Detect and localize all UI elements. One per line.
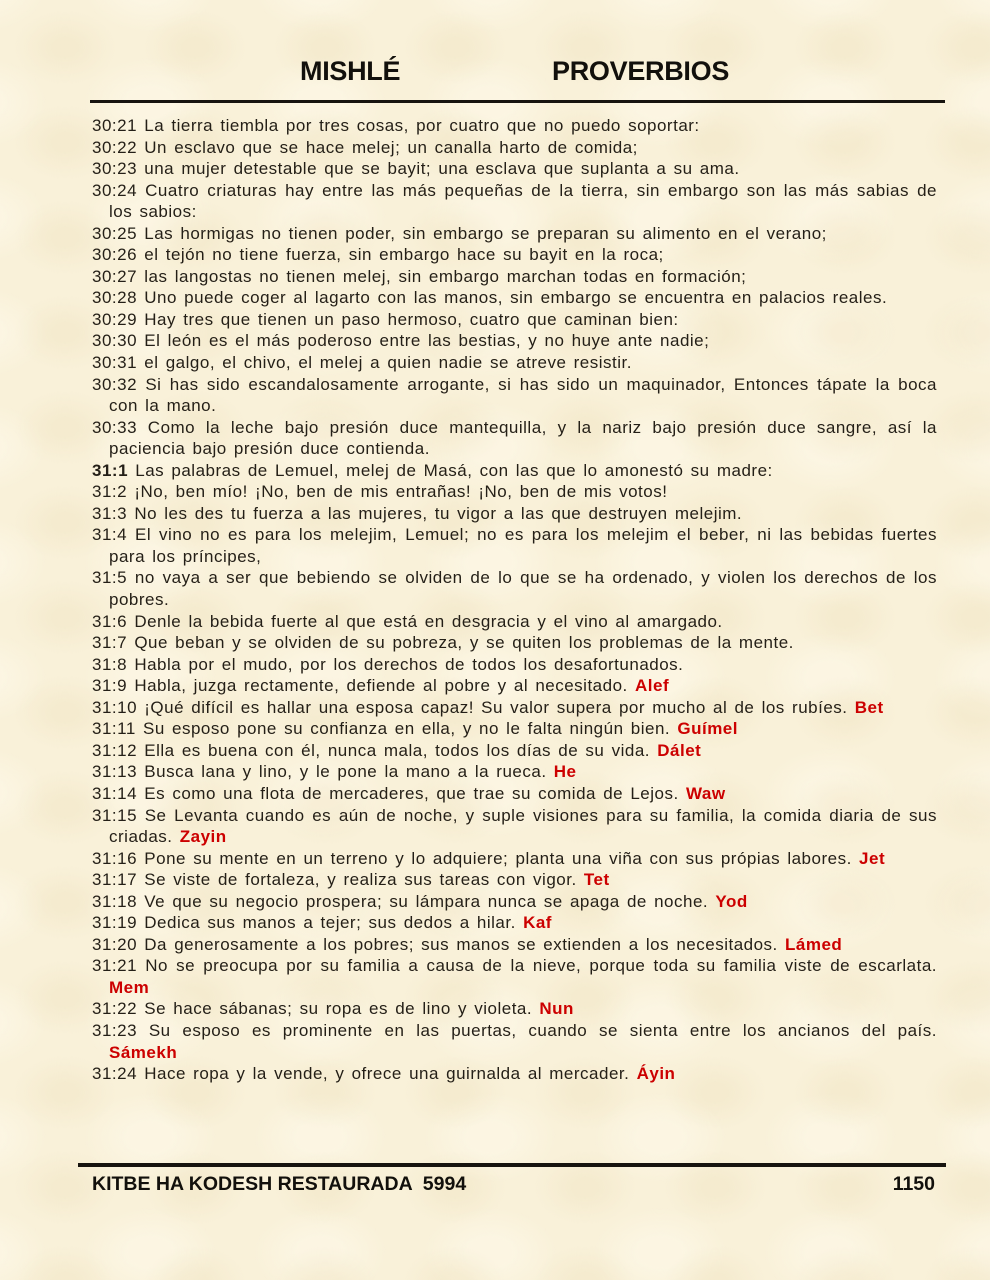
verse: 30:33 Como la leche bajo presión duce mantequilla, y la nariz bajo presión duce sangre, así la paciencia bajo presión duce contienda. — [92, 417, 937, 459]
verse-ref: 31:16 — [92, 848, 138, 868]
verse-ref: 31:8 — [92, 654, 128, 674]
verse: 31:18 Ve que su negocio prospera; su lámpara nunca se apaga de noche. Yod — [92, 891, 748, 911]
hebrew-letter-label: Áyin — [636, 1064, 676, 1084]
verse-ref: 31:22 — [92, 999, 138, 1019]
verse-ref: 30:32 — [92, 374, 138, 394]
verse: 30:30 El león es el más poderoso entre las bestias, y no huye ante nadie; — [92, 331, 710, 351]
hebrew-letter-label: Yod — [715, 891, 748, 911]
verse-ref: 31:23 — [92, 1020, 138, 1040]
hebrew-letter-label: Tet — [583, 870, 610, 890]
verse: 30:27 las langostas no tienen melej, sin embargo marchan todas en formación; — [92, 266, 747, 286]
verse: 31:23 Su esposo es prominente en las puertas, cuando se sienta entre los ancianos del país. Sámekh — [92, 1020, 937, 1062]
verse-ref: 31:20 — [92, 934, 138, 954]
verse-ref: 31:12 — [92, 740, 138, 760]
hebrew-letter-label: Alef — [635, 676, 670, 696]
verse: 31:17 Se viste de fortaleza, y realiza sus tareas con vigor. Tet — [92, 870, 610, 890]
hebrew-letter-label: Jet — [859, 848, 886, 868]
verse-ref: 31:19 — [92, 913, 138, 933]
verse-ref: 31:13 — [92, 762, 138, 782]
verse-ref: 30:33 — [92, 417, 138, 437]
verse-ref: 31:7 — [92, 633, 128, 653]
verse-ref: 31:15 — [92, 805, 138, 825]
verse: 30:24 Cuatro criaturas hay entre las más pequeñas de la tierra, sin embargo son las más sabias de los sabios: — [92, 180, 937, 222]
verse: 31:22 Se hace sábanas; su ropa es de lino y violeta. Nun — [92, 999, 574, 1019]
verse: 31:3 No les des tu fuerza a las mujeres, tu vigor a las que destruyen melejim. — [92, 503, 743, 523]
verse-ref: 31:5 — [92, 568, 128, 588]
verse: 31:12 Ella es buena con él, nunca mala, todos los días de su vida. Dálet — [92, 740, 702, 760]
verse: 30:21 La tierra tiembla por tres cosas, por cuatro que no puedo soportar: — [92, 116, 700, 135]
verse-ref: 30:31 — [92, 353, 138, 373]
hebrew-letter-label: Guímel — [677, 719, 738, 739]
header-rule — [90, 100, 945, 103]
verse-ref: 30:25 — [92, 223, 138, 243]
footer-page-number: 1150 — [892, 1173, 935, 1195]
verse: 30:22 Un esclavo que se hace melej; un canalla harto de comida; — [92, 137, 638, 157]
verse-ref: 30:26 — [92, 245, 138, 265]
hebrew-letter-label: Nun — [539, 999, 574, 1019]
hebrew-letter-label: Waw — [685, 783, 726, 803]
verse-ref: 30:29 — [92, 309, 138, 329]
verse: 31:13 Busca lana y lino, y le pone la mano a la rueca. He — [92, 762, 577, 782]
verse: 31:24 Hace ropa y la vende, y ofrece una guirnalda al mercader. Áyin — [92, 1064, 676, 1084]
verse: 31:10 ¡Qué difícil es hallar una esposa capaz! Su valor supera por mucho al de los rubíes. Bet — [92, 697, 884, 717]
verse-ref: 31:18 — [92, 891, 138, 911]
verse-ref: 31:11 — [92, 719, 136, 739]
verse: 30:32 Si has sido escandalosamente arrogante, si has sido un maquinador, Entonces tápate la boca con la mano. — [92, 374, 937, 416]
verse: 30:26 el tejón no tiene fuerza, sin embargo hace su bayit en la roca; — [92, 245, 664, 265]
verse-ref: 31:4 — [92, 525, 128, 545]
verse: 30:23 una mujer detestable que se bayit; una esclava que suplanta a su ama. — [92, 159, 740, 179]
page-title-spanish: PROVERBIOS — [552, 56, 730, 86]
hebrew-letter-label: Kaf — [523, 913, 552, 933]
verse: 31:20 Da generosamente a los pobres; sus manos se extienden a los necesitados. Lámed — [92, 934, 843, 954]
hebrew-letter-label: Dálet — [657, 740, 702, 760]
verse-ref: 30:24 — [92, 180, 138, 200]
footer-book-title: KITBE HA KODESH RESTAURADA 5994 — [92, 1173, 467, 1195]
verse: 30:31 el galgo, el chivo, el melej a quien nadie se atreve resistir. — [92, 353, 632, 373]
verse-ref: 31:24 — [92, 1064, 138, 1084]
hebrew-letter-label: Sámekh — [109, 1042, 178, 1062]
verse-ref: 31:3 — [92, 503, 128, 523]
verse: 30:25 Las hormigas no tienen poder, sin embargo se preparan su alimento en el verano; — [92, 223, 827, 243]
verse-ref: 31:10 — [92, 697, 138, 717]
verse-list — [92, 115, 937, 1163]
verse: 31:2 ¡No, ben mío! ¡No, ben de mis entrañas! ¡No, ben de mis votos! — [92, 482, 668, 502]
verse-ref: 31:17 — [92, 870, 138, 890]
verse-ref: 31:1 — [92, 460, 129, 480]
verse: 31:7 Que beban y se olviden de su pobreza, y se quiten los problemas de la mente. — [92, 633, 794, 653]
verse: 31:1 Las palabras de Lemuel, melej de Masá, con las que lo amonestó su madre: — [92, 460, 773, 480]
hebrew-letter-label: Bet — [854, 697, 884, 717]
hebrew-letter-label: He — [553, 762, 577, 782]
page-title-hebrew: MISHLÉ — [300, 56, 401, 86]
verse-ref: 31:21 — [92, 956, 138, 976]
hebrew-letter-label: Lámed — [785, 934, 843, 954]
verse-ref: 31:14 — [92, 783, 138, 803]
verse: 31:21 No se preocupa por su familia a causa de la nieve, porque toda su familia viste de escarlata. Mem — [92, 956, 937, 997]
verse-ref: 30:30 — [92, 331, 138, 351]
verse-ref: 31:2 — [92, 482, 128, 502]
verse: 31:4 El vino no es para los melejim, Lemuel; no es para los melejim el beber, ni las bebidas fuertes para los príncipes, — [92, 525, 937, 566]
verse: 31:14 Es como una flota de mercaderes, que trae su comida de Lejos. Waw — [92, 783, 726, 803]
verse: 31:19 Dedica sus manos a tejer; sus dedos a hilar. Kaf — [92, 913, 552, 933]
verse-ref: 31:9 — [92, 676, 128, 696]
verse-ref: 30:22 — [92, 137, 138, 157]
verse-ref: 30:21 — [92, 116, 138, 135]
verse: 30:29 Hay tres que tienen un paso hermoso, cuatro que caminan bien: — [92, 309, 679, 329]
verse: 30:28 Uno puede coger al lagarto con las manos, sin embargo se encuentra en palacios reales. — [92, 288, 888, 308]
verse: 31:16 Pone su mente en un terreno y lo adquiere; planta una viña con sus própias labores. Jet — [92, 848, 886, 868]
verse-ref: 30:27 — [92, 266, 138, 286]
verse: 31:9 Habla, juzga rectamente, defiende al pobre y al necesitado. Alef — [92, 676, 670, 696]
verse: 31:11 Su esposo pone su confianza en ella, y no le falta ningún bien. Guímel — [92, 719, 738, 739]
hebrew-letter-label: Mem — [109, 977, 150, 997]
hebrew-letter-label: Zayin — [179, 827, 227, 847]
footer-rule — [78, 1163, 946, 1167]
verse-ref: 30:23 — [92, 159, 138, 179]
verse: 31:6 Denle la bebida fuerte al que está en desgracia y el vino al amargado. — [92, 611, 723, 631]
verse-ref: 31:6 — [92, 611, 128, 631]
verse: 31:15 Se Levanta cuando es aún de noche, y suple visiones para su familia, la comida diaria de sus criadas. Zayin — [92, 805, 937, 847]
verse-ref: 30:28 — [92, 288, 138, 308]
verse: 31:5 no vaya a ser que bebiendo se olviden de lo que se ha ordenado, y violen los derechos de los pobres. — [92, 568, 937, 610]
verse: 31:8 Habla por el mudo, por los derechos de todos los desafortunados. — [92, 654, 684, 674]
